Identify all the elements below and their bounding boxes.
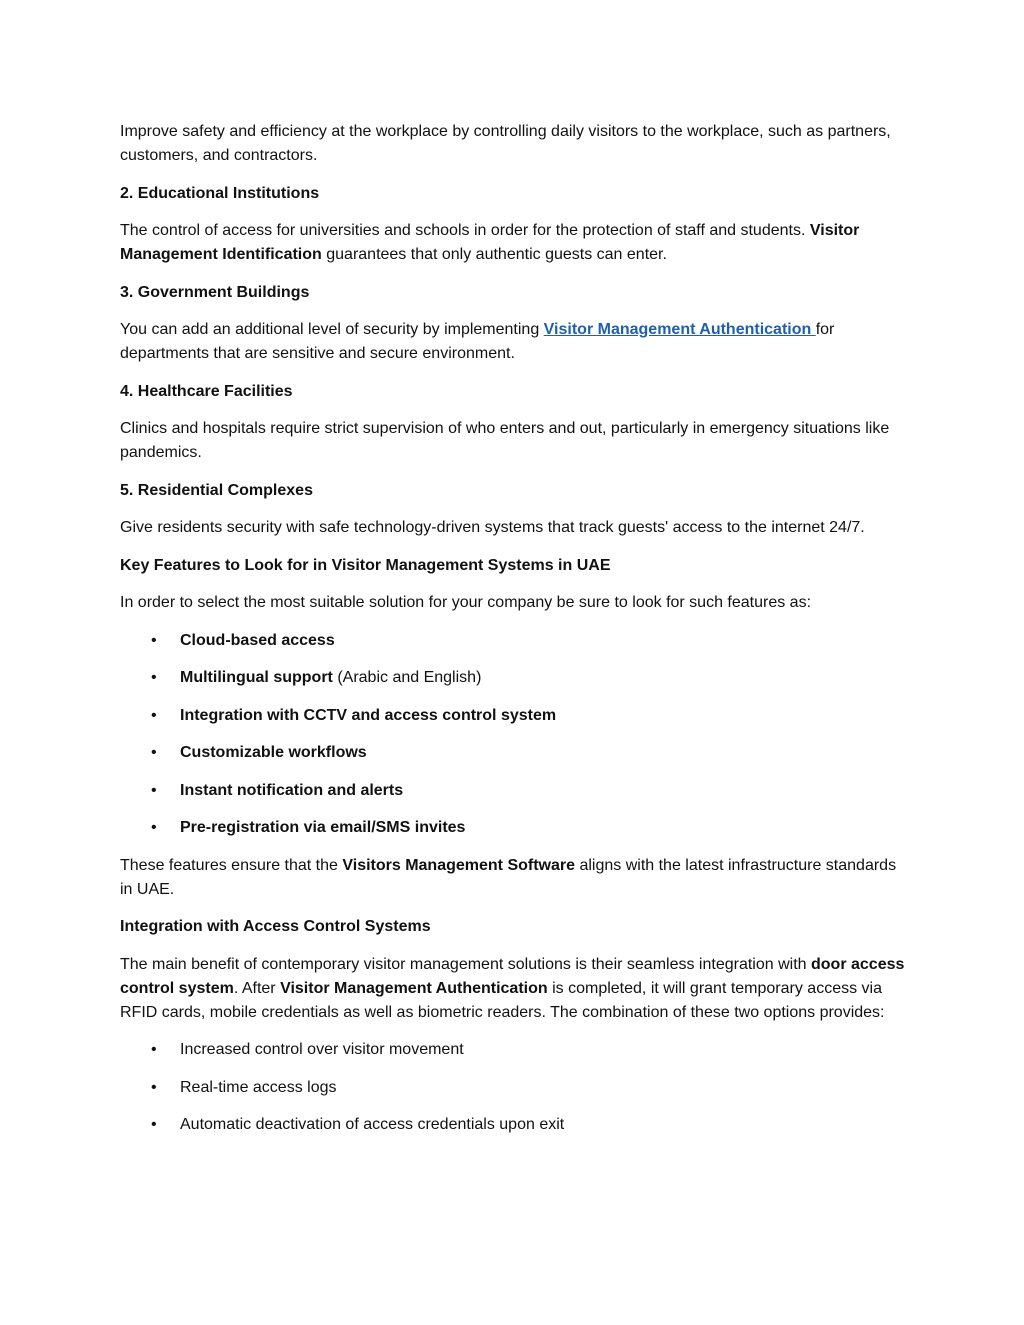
- heading-integration: Integration with Access Control Systems: [120, 918, 431, 935]
- list-item: • Real-time access logs: [120, 1076, 910, 1100]
- heading-healthcare-facilities: 4. Healthcare Facilities: [120, 382, 293, 400]
- bullet-icon: •: [151, 819, 157, 836]
- bullet-icon: •: [151, 631, 157, 649]
- paragraph-educational-institutions: The control of access for universities and schools in order for the protection of staff and students. Visitor Management Identification guarantees that only authentic guests can enter.: [120, 222, 860, 263]
- list-item: • Integration with CCTV and access control system: [120, 704, 910, 728]
- list-item: • Multilingual support (Arabic and English): [120, 666, 910, 690]
- list-item: • Increased control over visitor movement: [120, 1038, 910, 1062]
- intro-paragraph: Improve safety and efficiency at the workplace by controlling daily visitors to the workplace, such as partners, customers, and contractors.: [120, 123, 891, 164]
- integration-list: [120, 1038, 910, 1137]
- heading-key-features: Key Features to Look for in Visitor Management Systems in UAE: [120, 556, 611, 574]
- paragraph-integration: The main benefit of contemporary visitor management solutions is their seamless integration with door access control system. After Visitor Management Authentication is completed, it will grant temporary access via RFID cards, mobile credentials as well as biometric readers. The combination of these two options provides:: [120, 955, 905, 1021]
- paragraph-features-intro: In order to select the most suitable solution for your company be sure to look for such features as:: [120, 594, 812, 611]
- list-item: • Instant notification and alerts: [120, 779, 910, 803]
- paragraph-features-outro: These features ensure that the Visitors Management Software aligns with the latest infrastructure standards in UAE.: [120, 856, 897, 898]
- list-item: • Pre-registration via email/SMS invites: [120, 816, 910, 840]
- document-page: [120, 120, 910, 1151]
- heading-educational-institutions: 2. Educational Institutions: [120, 184, 320, 202]
- bullet-icon: •: [151, 744, 157, 761]
- link-visitor-management-authentication[interactable]: Visitor Management Authentication: [543, 321, 816, 338]
- bullet-icon: •: [151, 706, 157, 724]
- heading-residential-complexes: 5. Residential Complexes: [120, 481, 313, 499]
- bullet-icon: •: [151, 1041, 157, 1058]
- bullet-icon: •: [151, 1078, 157, 1096]
- bold-visitor-management-identification: Visitor Management Identification: [120, 222, 860, 263]
- heading-government-buildings: 3. Government Buildings: [120, 283, 310, 301]
- features-list: [120, 629, 910, 841]
- list-item: • Automatic deactivation of access credentials upon exit: [120, 1113, 910, 1137]
- bullet-icon: •: [151, 669, 157, 686]
- paragraph-government-buildings: You can add an additional level of security by implementing Visitor Management Authentication for departments that are sensitive and secure environment.: [120, 321, 835, 362]
- list-item: • Customizable workflows: [120, 741, 910, 765]
- bullet-icon: •: [151, 1116, 157, 1133]
- bullet-icon: •: [151, 781, 157, 799]
- paragraph-residential-complexes: Give residents security with safe technology-driven systems that track guests' access to the internet 24/7.: [120, 519, 865, 536]
- paragraph-healthcare-facilities: Clinics and hospitals require strict supervision of who enters and out, particularly in emergency situations like pandemics.: [120, 420, 890, 461]
- list-item: • Cloud-based access: [120, 629, 910, 653]
